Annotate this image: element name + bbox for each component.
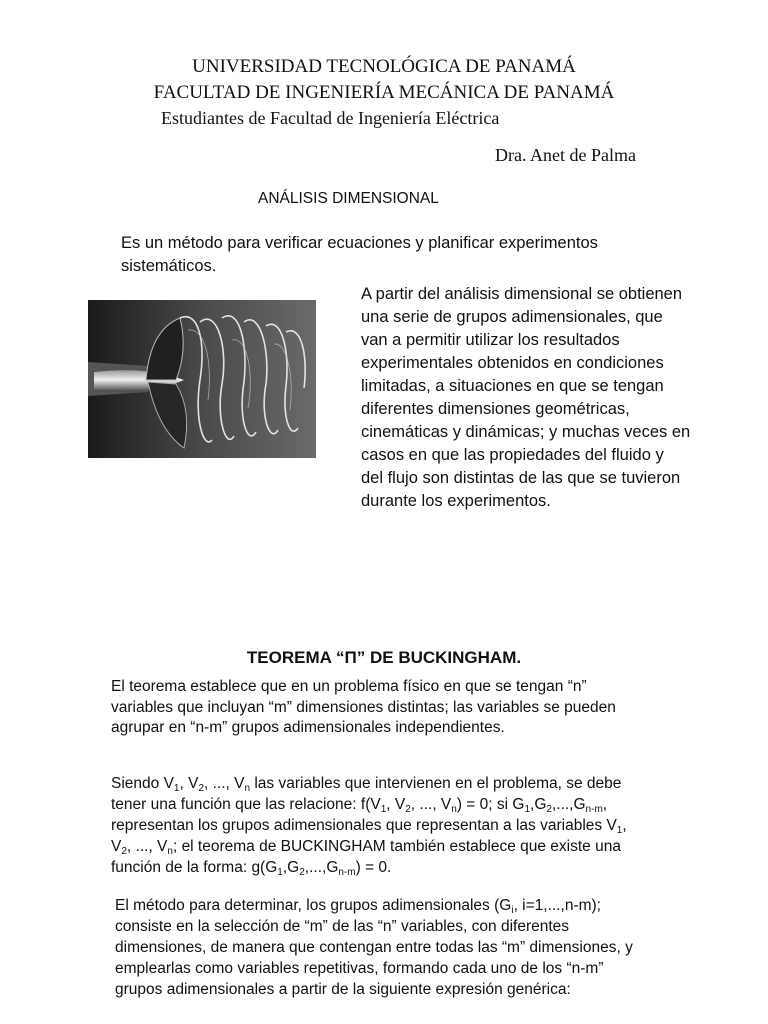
- buckingham-paragraph-2: [111, 773, 627, 878]
- paragraph-line: limitadas, a situaciones en que se tengan: [361, 377, 664, 395]
- paragraph-line: tener una función que las relacione: $f(V_1$, $V_2$, ..., $V_n) = 0$; si $G_1,G_2,...,G_{n-m}$,: [111, 796, 608, 815]
- paragraph-line: agrupar en “n-m” grupos adimensionales independientes.: [111, 719, 505, 736]
- section-title-dimensional-analysis: ANÁLISIS DIMENSIONAL: [258, 190, 439, 207]
- intro-text: [121, 232, 598, 278]
- paragraph-line: variables que incluyan “m” dimensiones distintas; las variables se pueden: [111, 698, 616, 716]
- intro-line: sistemáticos.: [121, 257, 217, 275]
- buckingham-paragraph-1: [111, 677, 616, 739]
- dimensional-analysis-paragraph: [361, 283, 690, 513]
- paragraph-line: Siendo $V_1$, $V_2$, ..., $V_n$ las variables que intervienen en el problema, se debe: [111, 775, 622, 794]
- paragraph-line: experimentales obtenidos en condiciones: [361, 354, 664, 372]
- section-title-buckingham: TEOREMA “Π” DE BUCKINGHAM.: [246, 648, 522, 667]
- paragraph-line: representan los grupos adimensionales que representan a las variables $V_1$,: [111, 817, 627, 836]
- paragraph-line: dimensiones, de manera que contengan entre todas las “m” dimensiones, y: [115, 939, 633, 956]
- paragraph-line: A partir del análisis dimensional se obtienen: [361, 285, 683, 303]
- paragraph-line: consiste en la selección de “m” de las “n” variables, con diferentes: [115, 918, 570, 935]
- paragraph-line: grupos adimensionales a partir de la siguiente expresión genérica:: [115, 981, 571, 998]
- propeller-photo: [88, 300, 316, 458]
- intro-line: Es un método para verificar ecuaciones y planificar experimentos: [121, 234, 598, 252]
- paragraph-line: casos en que las propiedades del fluido y: [361, 446, 664, 464]
- paragraph-line: van a permitir utilizar los resultados: [361, 331, 620, 349]
- paragraph-line: cinemáticas y dinámicas; y muchas veces en: [361, 423, 691, 441]
- paragraph-line: una serie de grupos adimensionales, que: [361, 308, 663, 326]
- paragraph-line: El teorema establece que en un problema físico en que se tengan “n”: [111, 678, 587, 695]
- faculty-name: FACULTAD DE INGENIERÍA MECÁNICA DE PANAMÁ: [153, 82, 615, 103]
- paragraph-line: emplearlas como variables repetitivas, formando cada uno de los “n-m”: [115, 960, 604, 977]
- paragraph-line: El método para determinar, los grupos adimensionales ($G_i$, i=1,...,n-m);: [115, 897, 601, 916]
- university-name: UNIVERSIDAD TECNOLÓGICA DE PANAMÁ: [192, 56, 576, 77]
- paragraph-line: $V_2$, ..., $V_n$; el teorema de BUCKINGHAM también establece que existe una: [111, 838, 621, 857]
- paragraph-line: función de la forma: $g(G_1,G_2,...,G_{n-m}) = 0$.: [111, 859, 392, 878]
- paragraph-line: del flujo son distintas de las que se tuvieron: [361, 469, 681, 487]
- author-name: Dra. Anet de Palma: [495, 145, 636, 165]
- students-line: Estudiantes de Facultad de Ingeniería Eléctrica: [161, 108, 500, 128]
- buckingham-paragraph-3: [115, 895, 633, 1000]
- paragraph-line: diferentes dimensiones geométricas,: [361, 400, 630, 418]
- paragraph-line: durante los experimentos.: [361, 492, 551, 510]
